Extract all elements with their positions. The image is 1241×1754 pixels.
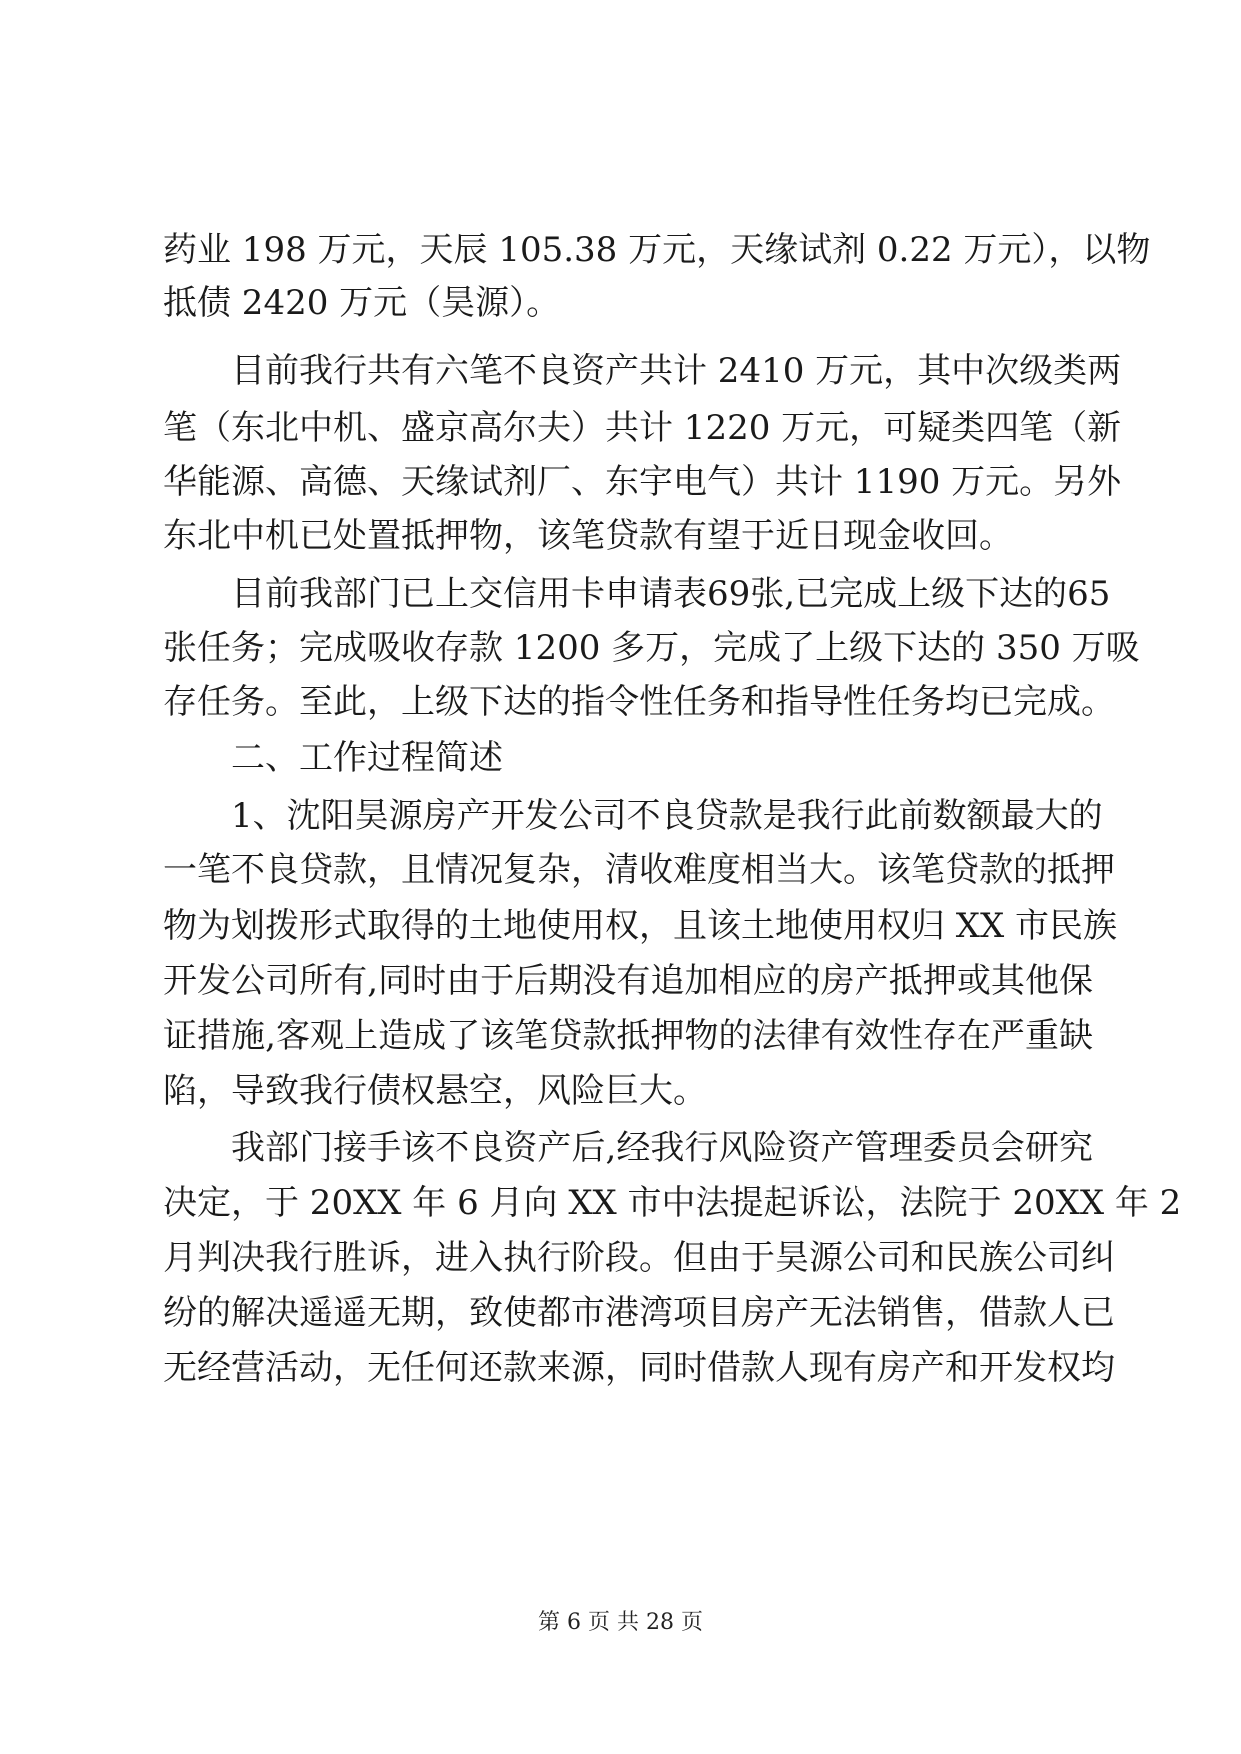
text-line: 纷的解决遥遥无期，致使都市港湾项目房产无法销售，借款人已 (163, 1293, 1115, 1333)
text-line: 1、沈阳昊源房产开发公司不良贷款是我行此前数额最大的 (231, 796, 1103, 836)
text-line: 药业 198 万元，天辰 105.38 万元，天缘试剂 0.22 万元），以物 (163, 230, 1151, 270)
text-line: 目前我部门已上交信用卡申请表69张,已完成上级下达的65 (231, 574, 1111, 614)
text-line: 证措施,客观上造成了该笔贷款抵押物的法律有效性存在严重缺 (163, 1016, 1093, 1056)
text-line: 笔（东北中机、盛京高尔夫）共计 1220 万元，可疑类四笔（新 (163, 408, 1122, 448)
text-line: 抵债 2420 万元（昊源）。 (163, 283, 561, 323)
text-line: 陷，导致我行债权悬空，风险巨大。 (163, 1071, 707, 1111)
text-line: 东北中机已处置抵押物，该笔贷款有望于近日现金收回。 (163, 516, 1013, 556)
text-line: 我部门接手该不良资产后,经我行风险资产管理委员会研究 (231, 1128, 1093, 1168)
section-heading: 二、工作过程简述 (231, 738, 503, 778)
text-line: 物为划拨形式取得的土地使用权，且该土地使用权归 XX 市民族 (163, 906, 1118, 946)
page-number-footer: 第 6 页 共 28 页 (538, 1610, 703, 1635)
text-line: 张任务；完成吸收存款 1200 多万，完成了上级下达的 350 万吸 (163, 628, 1140, 668)
text-line: 无经营活动，无任何还款来源，同时借款人现有房产和开发权均 (163, 1348, 1115, 1388)
text-line: 决定，于 20XX 年 6 月向 XX 市中法提起诉讼，法院于 20XX 年 2 (163, 1183, 1182, 1223)
text-line: 月判决我行胜诉，进入执行阶段。但由于昊源公司和民族公司纠 (163, 1238, 1115, 1278)
text-line: 目前我行共有六笔不良资产共计 2410 万元，其中次级类两 (231, 351, 1122, 391)
text-line: 存任务。至此，上级下达的指令性任务和指导性任务均已完成。 (163, 682, 1115, 722)
text-line: 华能源、高德、天缘试剂厂、东宇电气）共计 1190 万元。另外 (163, 462, 1122, 502)
text-line: 开发公司所有,同时由于后期没有追加相应的房产抵押或其他保 (163, 961, 1093, 1001)
text-line: 一笔不良贷款，且情况复杂，清收难度相当大。该笔贷款的抵押 (163, 850, 1115, 890)
